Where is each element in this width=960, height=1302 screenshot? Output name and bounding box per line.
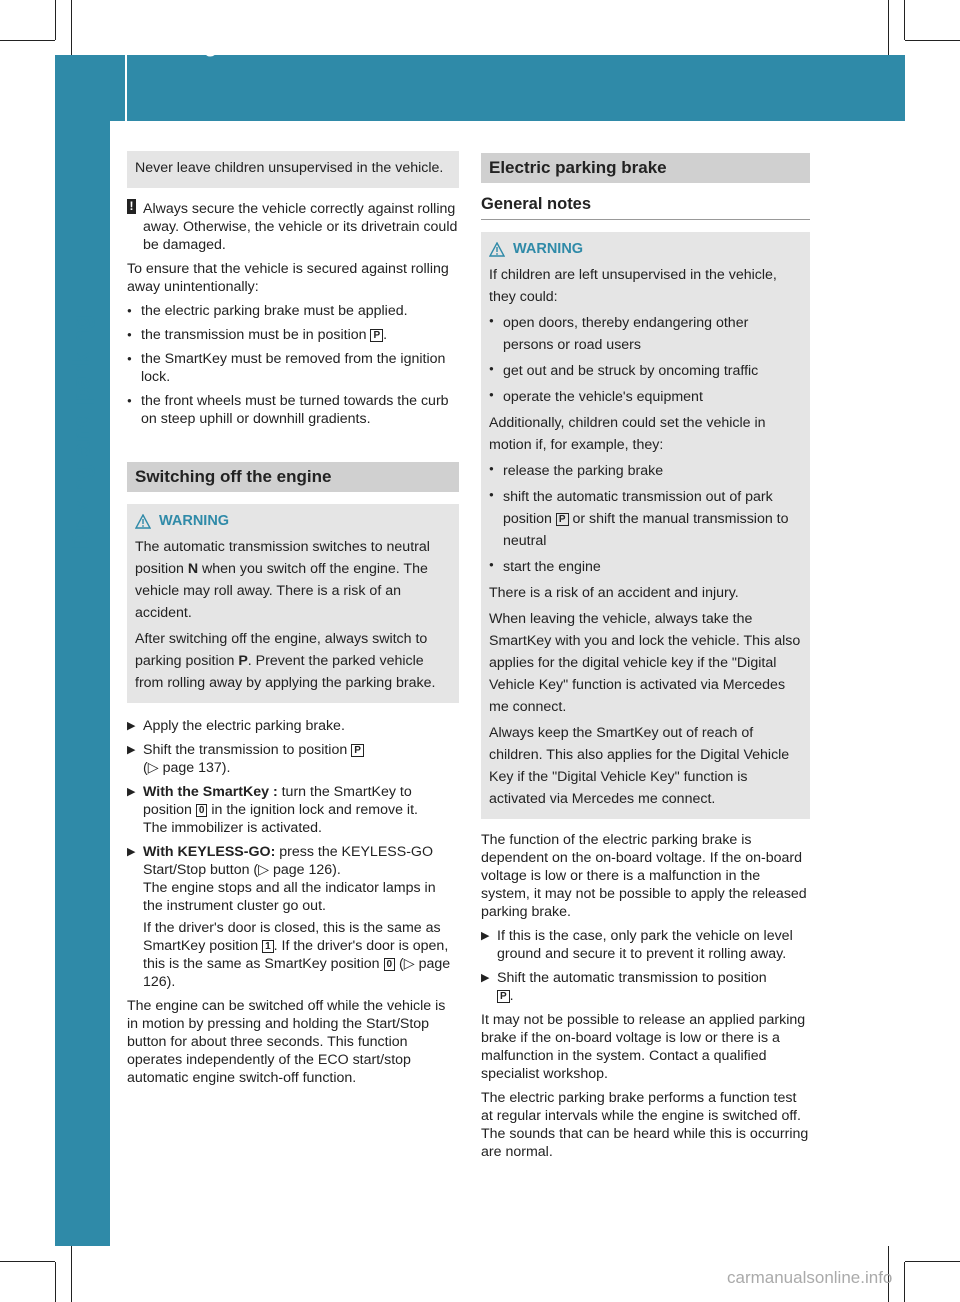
arrow-icon: ▶ [481, 972, 490, 984]
header-text-layer [0, 0, 960, 130]
paragraph: The electric parking brake performs a function test at regular intervals while the engine is switched off. The sounds that can be heard while this is occurring are normal. [481, 1090, 809, 1160]
warning-paragraph: Additionally, children could set the vehicle in motion if, for example, they: [489, 415, 766, 453]
bullet-item: ● the transmission must be in position P . [127, 326, 459, 344]
warning-paragraph: The automatic transmission switches to neutral position N when you switch off the engine. The vehicle may roll away. There is a risk of an accident. [135, 539, 430, 621]
bullet-item: ● get out and be struck by oncoming traffic [489, 360, 802, 382]
instruction-step: ▶ If this is the case, only park the vehicle on level ground and secure it to prevent it rolling away. [481, 928, 793, 962]
warning-box [127, 504, 459, 703]
section-title: Electric parking brake [481, 153, 810, 183]
arrow-icon: ▶ [127, 720, 136, 732]
arrow-icon: ▶ [127, 846, 136, 858]
sidebar-tab [55, 121, 110, 1246]
crop-mark [55, 1262, 56, 1302]
box-text: Never leave children unsupervised in the vehicle. [135, 160, 444, 176]
section-title: Switching off the engine [127, 462, 459, 492]
warning-label: WARNING [159, 513, 230, 529]
paragraph: To ensure that the vehicle is secured against rolling away unintentionally: [127, 261, 449, 295]
bullet-item: ● shift the automatic transmission out of park position P or shift the manual transmission to neutral [489, 486, 802, 552]
sidebar-section-label: Driving and parking [67, 314, 96, 550]
gear-p-key: P [497, 990, 510, 1003]
warning-box [481, 232, 810, 819]
bullet-list [127, 302, 459, 428]
bullet-item: ● the SmartKey must be removed from the ignition lock. [127, 350, 459, 386]
instruction-step: ▶ Apply the electric parking brake. [127, 718, 345, 734]
bullet-item: ● the front wheels must be turned towards the curb on steep uphill or downhill gradients. [127, 392, 459, 428]
warning-paragraph: There is a risk of an accident and injury. [489, 585, 739, 601]
left-column [127, 151, 459, 1093]
paragraph: The function of the electric parking brake is dependent on the on-board voltage. If the on-board voltage is low or there is a malfunction in the system, it may not be possible to apply the released parking brake. [481, 832, 807, 920]
warning-icon [135, 514, 151, 529]
right-column [481, 153, 810, 1167]
key-position-0: 0 [384, 958, 396, 971]
bullet-item: ● the electric parking brake must be applied. [127, 302, 459, 320]
bullet-item: ● start the engine [489, 556, 802, 578]
arrow-icon: ▶ [127, 786, 136, 798]
warning-icon [489, 242, 505, 257]
key-position-1: 1 [262, 940, 274, 953]
gear-p-key: P [370, 329, 383, 342]
warning-header [135, 512, 451, 530]
instruction-step: ▶ With KEYLESS-GO: press the KEYLESS-GO Start/Stop button (▷ page 126). The engine stops and all the indicator lamps in the instrument cluster go out. If the driver's door is closed, this is the same as SmartKey position 1 . If the driver's door is open, this is the same as SmartKey position 0 (▷ page 126). [127, 844, 451, 990]
note-text: Always secure the vehicle correctly against rolling away. Otherwise, the vehicle or its drivetrain could be damaged. [143, 201, 458, 253]
page-number: 148 [89, 37, 118, 56]
watermark: carmanualsonline.info [727, 1268, 893, 1287]
instruction-step: ▶ Shift the transmission to position P (▷ page 137). [127, 741, 459, 777]
crop-mark [905, 1261, 960, 1262]
page-reference: (▷ page 137). [143, 760, 231, 776]
warning-header [489, 240, 802, 258]
crop-mark [904, 1262, 905, 1302]
subsection-title: General notes [481, 183, 810, 220]
bullet-item: ● open doors, thereby endangering other persons or road users [489, 312, 802, 356]
warning-paragraph: If children are left unsupervised in the vehicle, they could: [489, 267, 777, 305]
warning-box-continued [127, 151, 459, 188]
bullet-item: ● release the parking brake [489, 460, 802, 482]
arrow-icon: ▶ [127, 744, 136, 756]
page-title: Parking [140, 34, 218, 57]
caution-note [127, 200, 459, 254]
gear-p-key: P [351, 744, 364, 757]
key-position-0: 0 [196, 804, 208, 817]
arrow-icon: ▶ [481, 930, 490, 942]
exclamation-icon: ! [127, 199, 136, 214]
header-separator [125, 55, 127, 121]
warning-paragraph: After switching off the engine, always switch to parking position P. Prevent the parked vehicle from rolling away by applying the parking brake. [135, 631, 436, 691]
warning-paragraph: Always keep the SmartKey out of reach of children. This also applies for the Digital Vehicle Key if the "Digital Vehicle Key" function is activated via Mercedes me connect. [489, 725, 790, 807]
warning-paragraph: When leaving the vehicle, always take the SmartKey with you and lock the vehicle. This also applies for the digital vehicle key if the "Digital Vehicle Key" function is activated via Mercedes me connect. [489, 611, 801, 715]
warning-label: WARNING [513, 241, 584, 257]
gear-p-key: P [556, 513, 569, 526]
bullet-list [489, 312, 802, 408]
crop-mark [0, 1261, 55, 1262]
instruction-step: ▶ Shift the automatic transmission to position P . [481, 970, 767, 1004]
paragraph: It may not be possible to release an applied parking brake if the on-board voltage is low or there is a malfunction in the system. Contact a qualified specialist workshop. [481, 1012, 806, 1082]
crop-mark [71, 1246, 72, 1302]
instruction-step: ▶ With the SmartKey : turn the SmartKey to position 0 in the ignition lock and remove it. The immobilizer is activated. [127, 784, 418, 836]
paragraph: The engine can be switched off while the vehicle is in motion by pressing and holding the Start/Stop button for about three seconds. This function operates independently of the ECO start/stop automatic engine switch-off function. [127, 998, 446, 1086]
bullet-item: ● operate the vehicle's equipment [489, 386, 802, 408]
